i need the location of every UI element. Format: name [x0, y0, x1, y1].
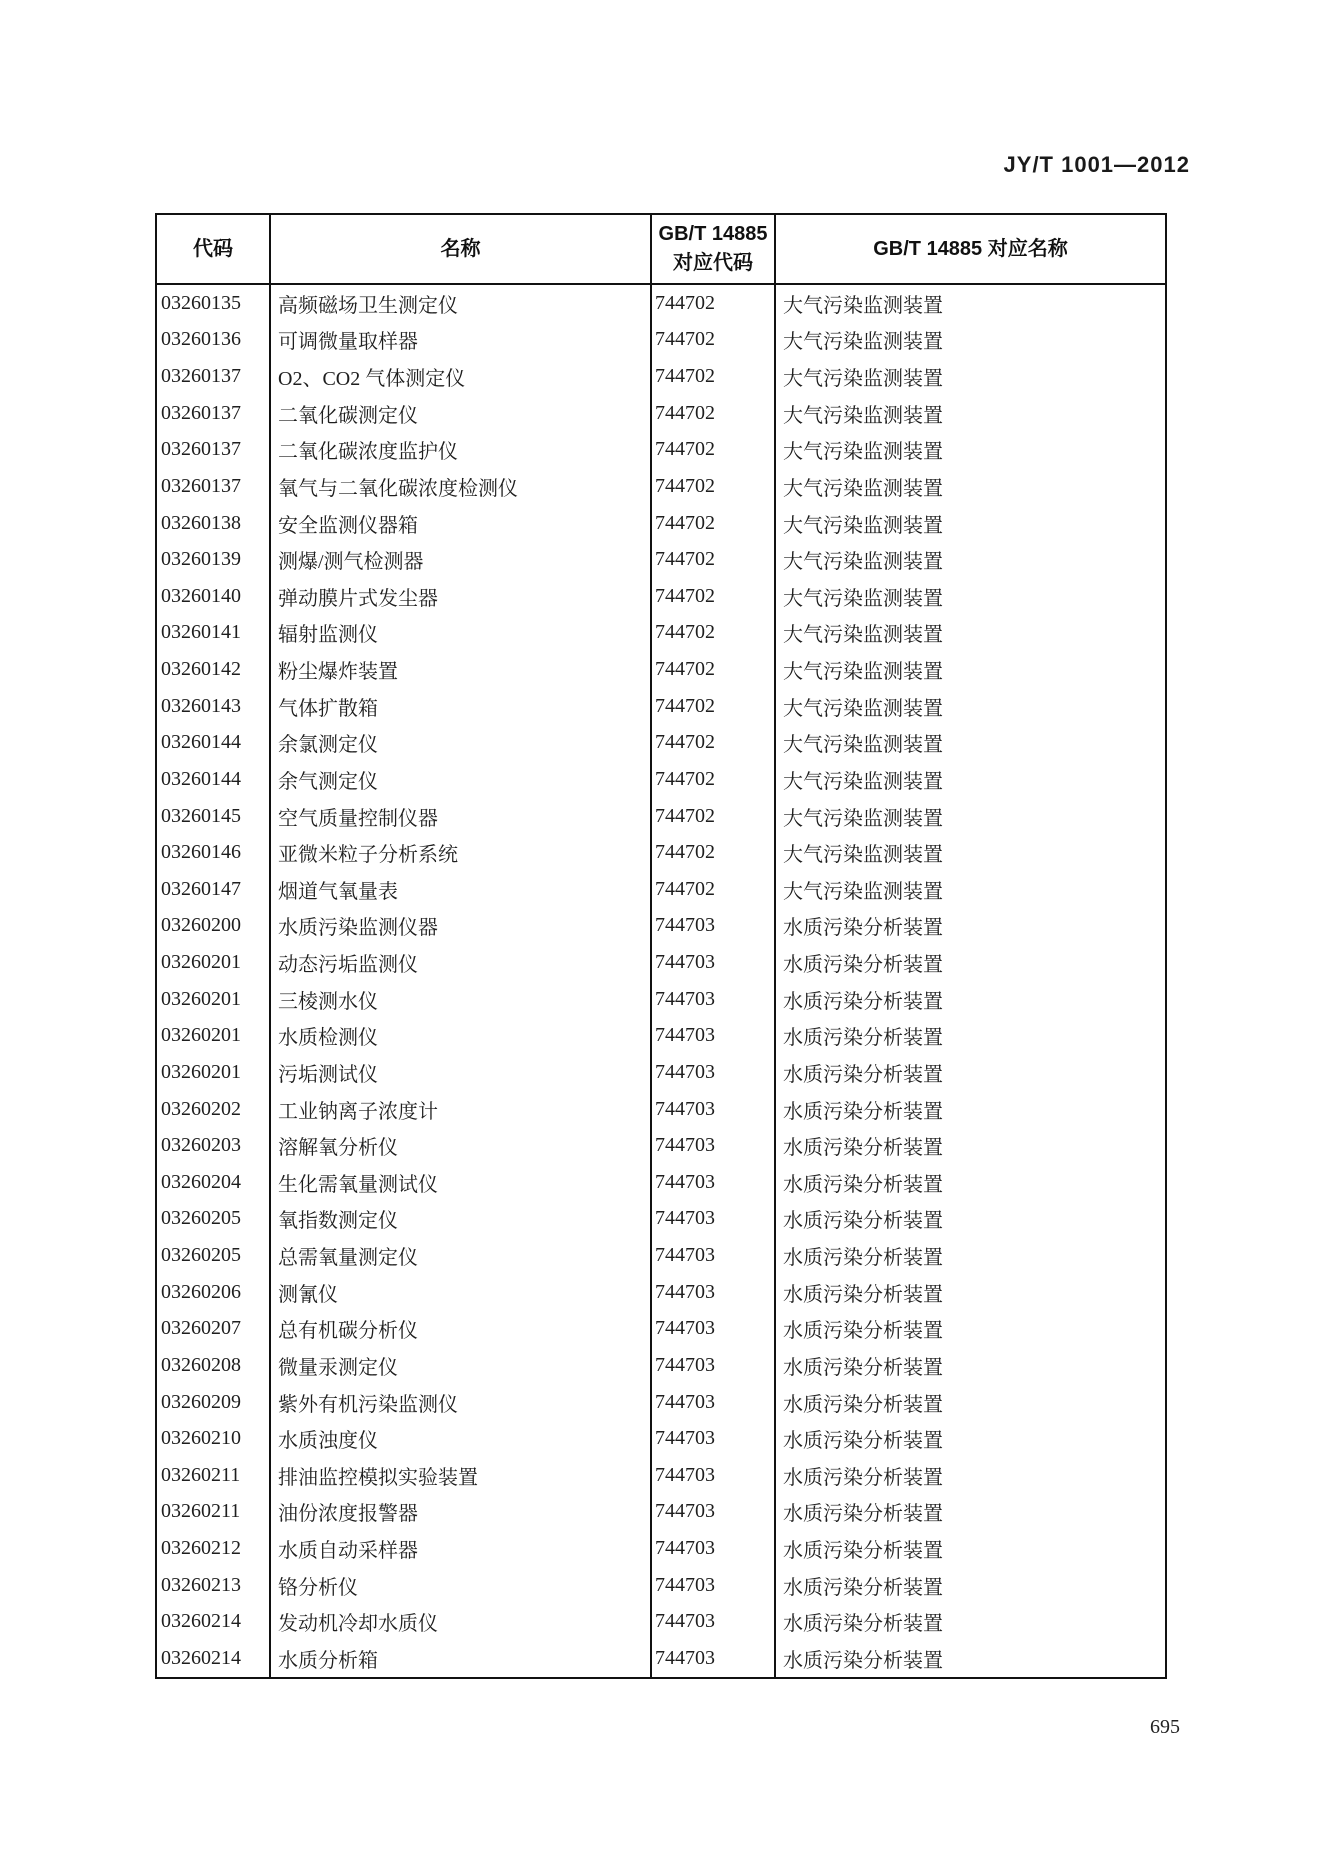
table-row	[157, 1347, 1165, 1384]
cell-code: 03260205	[161, 1244, 241, 1267]
cell-gbt-code: 744702	[650, 871, 774, 908]
cell-gbt-code: 744703	[650, 1640, 774, 1677]
cell-code: 03260137	[161, 365, 241, 388]
cell-name: 弹动膜片式发尘器	[269, 578, 650, 615]
table-row	[157, 505, 1165, 542]
cell-gbt-name: 大气污染监测装置	[774, 285, 1165, 322]
header-gbt-name: GB/T 14885 对应名称	[774, 215, 1165, 283]
cell-name: 微量汞测定仪	[269, 1347, 650, 1384]
cell-gbt-code: 744703	[650, 1018, 774, 1055]
cell-name: 粉尘爆炸装置	[269, 651, 650, 688]
cell-name: 总有机碳分析仪	[269, 1311, 650, 1348]
cell-gbt-name: 水质污染分析装置	[774, 1164, 1165, 1201]
cell-code: 03260214	[161, 1610, 241, 1633]
cell-code: 03260205	[161, 1207, 241, 1230]
cell-name: 水质分析箱	[269, 1640, 650, 1677]
cell-name: 辐射监测仪	[269, 615, 650, 652]
cell-code: 03260206	[161, 1280, 241, 1303]
cell-name: 测氰仪	[269, 1274, 650, 1311]
cell-code: 03260201	[161, 1024, 241, 1047]
table-row	[157, 1018, 1165, 1055]
cell-gbt-name: 水质污染分析装置	[774, 1274, 1165, 1311]
table-row	[157, 395, 1165, 432]
cell-code: 03260138	[161, 511, 241, 534]
table-row	[157, 1274, 1165, 1311]
cell-name: 高频磁场卫生测定仪	[269, 285, 650, 322]
cell-gbt-code: 744702	[650, 432, 774, 469]
table-header-row	[157, 215, 1165, 285]
cell-gbt-code: 744702	[650, 688, 774, 725]
cell-gbt-name: 水质污染分析装置	[774, 1018, 1165, 1055]
cell-gbt-name: 水质污染分析装置	[774, 1091, 1165, 1128]
cell-name: 气体扩散箱	[269, 688, 650, 725]
cell-gbt-code: 744703	[650, 1567, 774, 1604]
cell-name: 水质污染监测仪器	[269, 908, 650, 945]
cell-name: 三棱测水仪	[269, 981, 650, 1018]
cell-gbt-name: 大气污染监测装置	[774, 468, 1165, 505]
cell-gbt-code: 744703	[650, 1384, 774, 1421]
cell-gbt-name: 大气污染监测装置	[774, 505, 1165, 542]
cell-gbt-name: 水质污染分析装置	[774, 1347, 1165, 1384]
header-code: 代码	[193, 237, 233, 260]
header-gbt-code-line2: 对应代码	[673, 252, 753, 274]
cell-name: 氧气与二氧化碳浓度检测仪	[269, 468, 650, 505]
table-row	[157, 761, 1165, 798]
cell-code: 03260143	[161, 694, 241, 717]
cell-code: 03260210	[161, 1427, 241, 1450]
cell-name: 动态污垢监测仪	[269, 944, 650, 981]
table-row	[157, 1237, 1165, 1274]
cell-code: 03260203	[161, 1134, 241, 1157]
cell-code: 03260209	[161, 1390, 241, 1413]
cell-name: 亚微米粒子分析系统	[269, 834, 650, 871]
table-row	[157, 1567, 1165, 1604]
cell-gbt-name: 水质污染分析装置	[774, 1237, 1165, 1274]
cell-gbt-name: 大气污染监测装置	[774, 761, 1165, 798]
cell-name: 二氧化碳浓度监护仪	[269, 432, 650, 469]
cell-gbt-code: 744703	[650, 908, 774, 945]
cell-gbt-code: 744703	[650, 1164, 774, 1201]
cell-gbt-name: 水质污染分析装置	[774, 1604, 1165, 1641]
cell-gbt-name: 大气污染监测装置	[774, 834, 1165, 871]
cell-gbt-code: 744703	[650, 1604, 774, 1641]
cell-gbt-name: 大气污染监测装置	[774, 541, 1165, 578]
cell-gbt-code: 744703	[650, 1457, 774, 1494]
cell-name: 紫外有机污染监测仪	[269, 1384, 650, 1421]
cell-gbt-code: 744703	[650, 1201, 774, 1238]
cell-name: 可调微量取样器	[269, 322, 650, 359]
table-row	[157, 688, 1165, 725]
table-row	[157, 1164, 1165, 1201]
cell-gbt-code: 744703	[650, 1530, 774, 1567]
cell-gbt-code: 744703	[650, 1494, 774, 1531]
cell-gbt-code: 744703	[650, 944, 774, 981]
cell-code: 03260137	[161, 401, 241, 424]
table-row	[157, 1530, 1165, 1567]
cell-name: 烟道气氧量表	[269, 871, 650, 908]
cell-gbt-name: 大气污染监测装置	[774, 688, 1165, 725]
table-row	[157, 1384, 1165, 1421]
cell-gbt-name: 大气污染监测装置	[774, 615, 1165, 652]
cell-gbt-code: 744703	[650, 1274, 774, 1311]
cell-code: 03260201	[161, 987, 241, 1010]
cell-code: 03260212	[161, 1537, 241, 1560]
cell-gbt-code: 744703	[650, 1311, 774, 1348]
table-row	[157, 1311, 1165, 1348]
cell-code: 03260202	[161, 1097, 241, 1120]
cell-code: 03260201	[161, 951, 241, 974]
cell-name: 溶解氧分析仪	[269, 1127, 650, 1164]
cell-gbt-name: 水质污染分析装置	[774, 1457, 1165, 1494]
table-row	[157, 1420, 1165, 1457]
cell-gbt-name: 水质污染分析装置	[774, 908, 1165, 945]
cell-gbt-name: 水质污染分析装置	[774, 1530, 1165, 1567]
cell-gbt-name: 水质污染分析装置	[774, 1420, 1165, 1457]
cell-gbt-code: 744703	[650, 1347, 774, 1384]
cell-gbt-name: 水质污染分析装置	[774, 1640, 1165, 1677]
cell-name: 总需氧量测定仪	[269, 1237, 650, 1274]
cell-code: 03260137	[161, 438, 241, 461]
cell-gbt-name: 水质污染分析装置	[774, 1054, 1165, 1091]
table-row	[157, 1091, 1165, 1128]
header-gbt-code-line1: GB/T 14885	[658, 223, 768, 245]
cell-code: 03260207	[161, 1317, 241, 1340]
cell-gbt-code: 744702	[650, 798, 774, 835]
cell-gbt-name: 大气污染监测装置	[774, 432, 1165, 469]
cell-gbt-name: 水质污染分析装置	[774, 1384, 1165, 1421]
cell-gbt-name: 水质污染分析装置	[774, 1201, 1165, 1238]
cell-code: 03260146	[161, 841, 241, 864]
cell-code: 03260208	[161, 1353, 241, 1376]
cell-gbt-name: 水质污染分析装置	[774, 1311, 1165, 1348]
header-name: 名称	[269, 215, 650, 283]
cell-gbt-name: 大气污染监测装置	[774, 651, 1165, 688]
cell-gbt-name: 水质污染分析装置	[774, 981, 1165, 1018]
cell-name: 氧指数测定仪	[269, 1201, 650, 1238]
cell-gbt-code: 744703	[650, 1091, 774, 1128]
table-row	[157, 578, 1165, 615]
cell-name: 二氧化碳测定仪	[269, 395, 650, 432]
cell-gbt-code: 744702	[650, 761, 774, 798]
cell-code: 03260214	[161, 1646, 241, 1669]
cell-gbt-code: 744702	[650, 725, 774, 762]
table-row	[157, 1054, 1165, 1091]
table-row	[157, 651, 1165, 688]
cell-name: 铬分析仪	[269, 1567, 650, 1604]
cell-code: 03260135	[161, 291, 241, 314]
cell-gbt-code: 744703	[650, 981, 774, 1018]
cell-gbt-code: 744702	[650, 468, 774, 505]
cell-gbt-name: 大气污染监测装置	[774, 322, 1165, 359]
cell-name: 测爆/测气检测器	[269, 541, 650, 578]
code-mapping-table	[155, 213, 1167, 1679]
standard-reference: JY/T 1001—2012	[1003, 152, 1190, 177]
cell-name: 水质检测仪	[269, 1018, 650, 1055]
cell-code: 03260201	[161, 1060, 241, 1083]
table-row	[157, 871, 1165, 908]
cell-code: 03260211	[161, 1463, 241, 1486]
cell-gbt-code: 744702	[650, 834, 774, 871]
cell-gbt-code: 744702	[650, 358, 774, 395]
cell-code: 03260141	[161, 621, 241, 644]
cell-name: 发动机冷却水质仪	[269, 1604, 650, 1641]
cell-name: 工业钠离子浓度计	[269, 1091, 650, 1128]
cell-name: 油份浓度报警器	[269, 1494, 650, 1531]
cell-name: 生化需氧量测试仪	[269, 1164, 650, 1201]
cell-code: 03260211	[161, 1500, 241, 1523]
cell-gbt-name: 水质污染分析装置	[774, 1567, 1165, 1604]
cell-name: 余气测定仪	[269, 761, 650, 798]
cell-gbt-name: 大气污染监测装置	[774, 798, 1165, 835]
table-row	[157, 798, 1165, 835]
cell-gbt-code: 744702	[650, 651, 774, 688]
cell-name: 空气质量控制仪器	[269, 798, 650, 835]
cell-gbt-code: 744702	[650, 541, 774, 578]
table-row	[157, 981, 1165, 1018]
table-row	[157, 615, 1165, 652]
cell-gbt-code: 744703	[650, 1054, 774, 1091]
cell-gbt-code: 744702	[650, 505, 774, 542]
cell-name: 排油监控模拟实验装置	[269, 1457, 650, 1494]
cell-gbt-code: 744703	[650, 1420, 774, 1457]
cell-code: 03260144	[161, 731, 241, 754]
cell-code: 03260204	[161, 1170, 241, 1193]
table-row	[157, 1127, 1165, 1164]
cell-code: 03260200	[161, 914, 241, 937]
cell-name: 水质自动采样器	[269, 1530, 650, 1567]
table-row	[157, 908, 1165, 945]
cell-name: 余氯测定仪	[269, 725, 650, 762]
page-number: 695	[1150, 1716, 1180, 1738]
table-row	[157, 944, 1165, 981]
cell-name: 污垢测试仪	[269, 1054, 650, 1091]
cell-name: 安全监测仪器箱	[269, 505, 650, 542]
table-row	[157, 285, 1165, 322]
table-row	[157, 834, 1165, 871]
table-row	[157, 358, 1165, 395]
cell-gbt-code: 744702	[650, 615, 774, 652]
table-body	[157, 285, 1165, 1677]
table-row	[157, 322, 1165, 359]
table-row	[157, 468, 1165, 505]
cell-code: 03260139	[161, 548, 241, 571]
cell-gbt-name: 大气污染监测装置	[774, 358, 1165, 395]
table-row	[157, 541, 1165, 578]
cell-gbt-name: 大气污染监测装置	[774, 395, 1165, 432]
cell-name: 水质浊度仪	[269, 1420, 650, 1457]
cell-gbt-name: 大气污染监测装置	[774, 871, 1165, 908]
cell-gbt-code: 744702	[650, 322, 774, 359]
table-row	[157, 1494, 1165, 1531]
cell-gbt-name: 大气污染监测装置	[774, 578, 1165, 615]
table-row	[157, 1640, 1165, 1677]
table-row	[157, 1457, 1165, 1494]
cell-gbt-name: 水质污染分析装置	[774, 1127, 1165, 1164]
cell-code: 03260144	[161, 767, 241, 790]
cell-gbt-code: 744702	[650, 395, 774, 432]
cell-name: O2、CO2 气体测定仪	[269, 358, 650, 395]
cell-gbt-name: 大气污染监测装置	[774, 725, 1165, 762]
cell-code: 03260137	[161, 474, 241, 497]
cell-gbt-code: 744702	[650, 578, 774, 615]
table-row	[157, 1201, 1165, 1238]
cell-code: 03260147	[161, 877, 241, 900]
cell-code: 03260136	[161, 328, 241, 351]
cell-gbt-name: 水质污染分析装置	[774, 944, 1165, 981]
header-gbt-code	[650, 215, 774, 283]
cell-gbt-name: 水质污染分析装置	[774, 1494, 1165, 1531]
cell-code: 03260145	[161, 804, 241, 827]
cell-gbt-code: 744702	[650, 285, 774, 322]
table-row	[157, 725, 1165, 762]
table-row	[157, 432, 1165, 469]
cell-gbt-code: 744703	[650, 1237, 774, 1274]
cell-code: 03260213	[161, 1573, 241, 1596]
cell-code: 03260140	[161, 584, 241, 607]
cell-code: 03260142	[161, 658, 241, 681]
table-row	[157, 1604, 1165, 1641]
cell-gbt-code: 744703	[650, 1127, 774, 1164]
